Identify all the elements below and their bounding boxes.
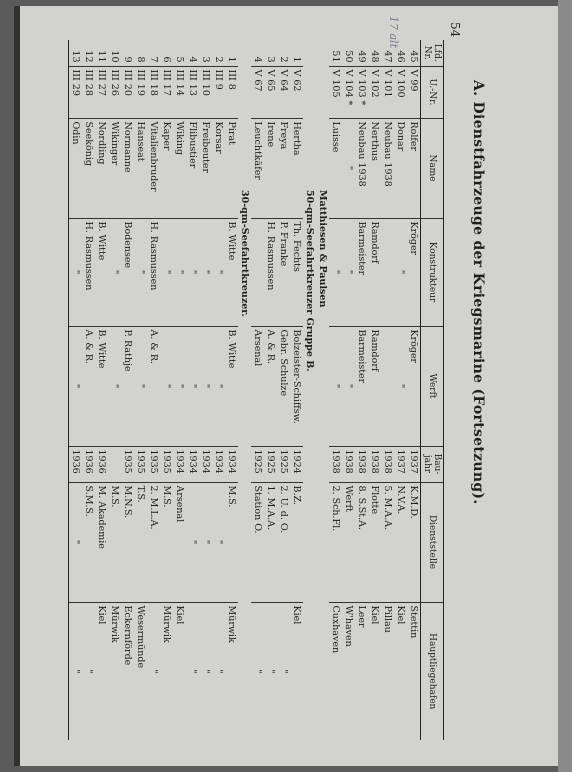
- cell-lfd-nr: 46: [395, 50, 406, 63]
- cell-name: Odin: [69, 118, 83, 218]
- table-row: [147, 40, 160, 740]
- cell-dienststelle: 5. M.A.A.: [381, 482, 394, 602]
- cell-lfd-nr: 7: [148, 56, 159, 63]
- section-heading: 30-qm-Seefahrtkreuzer.: [239, 190, 250, 317]
- cell-baujahr: 1936: [82, 446, 95, 482]
- cell-hauptliegehafen: ": [186, 602, 199, 740]
- cell-hauptliegehafen: Kiel: [368, 602, 381, 740]
- cell-konstrukteur: ": [394, 218, 407, 326]
- cell-werft: P. Rathje: [121, 326, 134, 446]
- cell-dienststelle: K.M.D.: [407, 482, 421, 602]
- cell-dienststelle: ": [69, 482, 83, 602]
- section-heading-row: [238, 40, 251, 740]
- cell-hauptliegehafen: Kiel: [173, 602, 186, 740]
- cell-dienststelle: 1. M.A.A.: [264, 482, 277, 602]
- cell-hauptliegehafen: Mürwik: [160, 602, 173, 740]
- table-row: [225, 40, 238, 740]
- cell-u-nr: V 100: [394, 66, 407, 118]
- cell-baujahr: 1938: [368, 446, 381, 482]
- section-heading: Matthiesen & Paulsen: [317, 190, 328, 308]
- table-row: [368, 40, 381, 740]
- cell-baujahr: 1935: [134, 446, 147, 482]
- cell-baujahr: 1937: [407, 446, 421, 482]
- cell-baujahr: [108, 446, 121, 482]
- cell-hauptliegehafen: Mürwik: [225, 602, 238, 740]
- cell-lfd-nr: 45: [408, 50, 419, 63]
- table-row: [134, 40, 147, 740]
- col-dienststelle: Dienststelle: [421, 482, 444, 602]
- col-name: Name: [421, 118, 444, 218]
- cell-hauptliegehafen: Kiel: [290, 602, 303, 740]
- cell-konstrukteur: ": [186, 218, 199, 326]
- cell-lfd-nr: 12: [83, 50, 94, 63]
- cell-dienststelle: 8. S.St.A.: [355, 482, 368, 602]
- cell-werft: A. & R.: [264, 326, 277, 446]
- cell-dienststelle: 2. M.L.A.: [147, 482, 160, 602]
- cell-hauptliegehafen: ": [199, 602, 212, 740]
- cell-name: ": [342, 118, 355, 218]
- cell-konstrukteur: H. Rasmussen: [82, 218, 95, 326]
- cell-lfd-nr: 49: [356, 50, 367, 63]
- cell-lfd-nr: 4: [187, 56, 198, 63]
- cell-u-nr: V 65: [264, 66, 277, 118]
- table-row: [160, 40, 173, 740]
- vessel-table: [68, 40, 444, 740]
- cell-name: Wiking: [173, 118, 186, 218]
- table-row: [212, 40, 225, 740]
- col-baujahr: Bau-jahr: [421, 446, 444, 482]
- cell-werft: ": [134, 326, 147, 446]
- cell-baujahr: 1934: [186, 446, 199, 482]
- cell-konstrukteur: P. Franke: [277, 218, 290, 326]
- cell-hauptliegehafen: Mürwik: [108, 602, 121, 740]
- cell-werft: ": [173, 326, 186, 446]
- cell-konstrukteur: B. Witte: [95, 218, 108, 326]
- cell-lfd-nr: 5: [174, 56, 185, 63]
- cell-u-nr: V 64: [277, 66, 290, 118]
- cell-baujahr: 1925: [264, 446, 277, 482]
- cell-baujahr: 1934: [173, 446, 186, 482]
- cell-name: Luisse: [329, 118, 342, 218]
- cell-u-nr: III 29: [69, 66, 83, 118]
- cell-lfd-nr: 6: [161, 56, 172, 63]
- cell-lfd-nr: 13: [69, 40, 83, 66]
- cell-name: Kaper: [160, 118, 173, 218]
- cell-baujahr: 1938: [381, 446, 394, 482]
- cell-hauptliegehafen: Pillau: [381, 602, 394, 740]
- cell-konstrukteur: Kröger: [407, 218, 421, 326]
- cell-werft: [381, 326, 394, 446]
- cell-baujahr: 1938: [355, 446, 368, 482]
- cell-lfd-nr: 3: [200, 56, 211, 63]
- cell-u-nr: III 9: [212, 66, 225, 118]
- pencil-note: 17 alt: [387, 16, 400, 48]
- cell-u-nr: III 13: [186, 66, 199, 118]
- table-row: [277, 40, 290, 740]
- col-u-nr: U.-Nr.: [421, 66, 444, 118]
- cell-werft: A. & R.: [147, 326, 160, 446]
- col-hauptliegehafen: Hauptliegehafen: [421, 602, 444, 740]
- cell-lfd-nr: 2: [278, 56, 289, 63]
- cell-werft: ": [186, 326, 199, 446]
- cell-hauptliegehafen: Kiel: [95, 602, 108, 740]
- cell-konstrukteur: [251, 218, 264, 326]
- cell-hauptliegehafen: ": [69, 602, 83, 740]
- cell-konstrukteur: Ramdorf: [368, 218, 381, 326]
- table-row: [381, 40, 394, 740]
- cell-dienststelle: M. Akademie: [95, 482, 108, 602]
- cell-konstrukteur: ": [160, 218, 173, 326]
- cell-werft: ": [342, 326, 355, 446]
- cell-name: Nerthus: [368, 118, 381, 218]
- cell-konstrukteur: H. Rasmussen: [264, 218, 277, 326]
- cell-werft: Ramdorf: [368, 326, 381, 446]
- cell-werft: Gebr. Schulze: [277, 326, 290, 446]
- table-row: [108, 40, 121, 740]
- cell-hauptliegehafen: Wesermünde: [134, 602, 147, 740]
- cell-name: Freya: [277, 118, 290, 218]
- cell-werft: Kröger: [407, 326, 421, 446]
- cell-lfd-nr: 11: [96, 50, 107, 63]
- cell-werft: ": [108, 326, 121, 446]
- cell-u-nr: III 28: [82, 66, 95, 118]
- cell-baujahr: 1934: [225, 446, 238, 482]
- table-row: [82, 40, 95, 740]
- cell-name: Korsar: [212, 118, 225, 218]
- cell-werft: ": [329, 326, 342, 446]
- table-row: [342, 40, 355, 740]
- cell-u-nr: III 17: [160, 66, 173, 118]
- cell-werft: ": [212, 326, 225, 446]
- cell-hauptliegehafen: ": [251, 602, 264, 740]
- cell-dienststelle: M.S.: [160, 482, 173, 602]
- table-row: [290, 40, 303, 740]
- cell-hauptliegehafen: Kiel: [394, 602, 407, 740]
- cell-name: Vitalienbruder: [147, 118, 160, 218]
- cell-name: Wikinger: [108, 118, 121, 218]
- cell-lfd-nr: 47: [382, 50, 393, 63]
- cell-dienststelle: 2. U. d. O.: [277, 482, 290, 602]
- cell-konstrukteur: ": [342, 218, 355, 326]
- cell-name: Neubau 1938: [355, 118, 368, 218]
- cell-dienststelle: M.N.S.: [121, 482, 134, 602]
- cell-baujahr: 1934: [199, 446, 212, 482]
- cell-konstrukteur: ": [199, 218, 212, 326]
- cell-name: Nordling: [95, 118, 108, 218]
- table-row: [264, 40, 277, 740]
- cell-konstrukteur: ": [173, 218, 186, 326]
- table-row: [173, 40, 186, 740]
- cell-hauptliegehafen: Leer: [355, 602, 368, 740]
- cell-baujahr: 1934: [212, 446, 225, 482]
- table-row: [251, 40, 264, 740]
- section-heading: 50-qm-Seefahrtkreuzer Gruppe B.: [304, 190, 315, 372]
- cell-name: Leuchtkäfer: [251, 118, 264, 218]
- cell-u-nr: V 103 *: [355, 66, 368, 118]
- cell-name: Seekönig: [82, 118, 95, 218]
- cell-name: Normanne: [121, 118, 134, 218]
- cell-hauptliegehafen: Eckernförde: [121, 602, 134, 740]
- rotated-page-content: [30, 16, 500, 740]
- cell-lfd-nr: 4: [252, 56, 263, 63]
- cell-konstrukteur: ": [134, 218, 147, 326]
- cell-u-nr: V 62: [290, 66, 303, 118]
- cell-baujahr: 1938: [342, 446, 355, 482]
- page-title: A. Dienstfahrzeuge der Kriegsmarine (Fortsetzung).: [470, 80, 486, 505]
- cell-baujahr: 1935: [147, 446, 160, 482]
- cell-dienststelle: T.S.: [134, 482, 147, 602]
- cell-baujahr: 1937: [394, 446, 407, 482]
- cell-name: Freibeuter: [199, 118, 212, 218]
- cell-konstrukteur: ": [329, 218, 342, 326]
- cell-hauptliegehafen: W'haven: [342, 602, 355, 740]
- cell-baujahr: 1936: [95, 446, 108, 482]
- cell-werft: Barmeister: [355, 326, 368, 446]
- table-row: [186, 40, 199, 740]
- table-row: [394, 40, 407, 740]
- cell-werft: A. & R.: [82, 326, 95, 446]
- cell-u-nr: V 101: [381, 66, 394, 118]
- cell-werft: B. Witte: [225, 326, 238, 446]
- cell-dienststelle: M.S.: [108, 482, 121, 602]
- cell-name: Neubau 1938: [381, 118, 394, 218]
- cell-werft: Bolzeister-Schiffsw.: [290, 326, 303, 446]
- cell-hauptliegehafen: Cuxhaven: [329, 602, 342, 740]
- cell-lfd-nr: 8: [135, 56, 146, 63]
- cell-u-nr: III 18: [147, 66, 160, 118]
- cell-lfd-nr: 1: [291, 56, 302, 63]
- cell-hauptliegehafen: ": [212, 602, 225, 740]
- col-werft: Werft: [421, 326, 444, 446]
- cell-dienststelle: Flotte: [368, 482, 381, 602]
- cell-u-nr: V 102: [368, 66, 381, 118]
- cell-hauptliegehafen: ": [277, 602, 290, 740]
- cell-dienststelle: B.Z.: [290, 482, 303, 602]
- cell-konstrukteur: Bodensee: [121, 218, 134, 326]
- cell-lfd-nr: 9: [122, 56, 133, 63]
- section-heading-row: [316, 40, 329, 740]
- cell-u-nr: III 8: [225, 66, 238, 118]
- cell-baujahr: 1936: [69, 446, 83, 482]
- cell-baujahr: 1935: [121, 446, 134, 482]
- cell-name: Flibustier: [186, 118, 199, 218]
- cell-name: Irene: [264, 118, 277, 218]
- cell-lfd-nr: 10: [109, 50, 120, 63]
- cell-u-nr: III 20: [121, 66, 134, 118]
- cell-baujahr: 1924: [290, 446, 303, 482]
- cell-u-nr: V 99: [407, 66, 421, 118]
- cell-konstrukteur: B. Witte: [225, 218, 238, 326]
- cell-lfd-nr: 1: [226, 56, 237, 63]
- table-row: [355, 40, 368, 740]
- cell-u-nr: V 105: [329, 66, 342, 118]
- cell-dienststelle: Arsenal: [173, 482, 186, 602]
- cell-konstrukteur: Th. Fechts: [290, 218, 303, 326]
- table-row: [121, 40, 134, 740]
- cell-lfd-nr: 2: [213, 56, 224, 63]
- cell-werft: ": [69, 326, 83, 446]
- cell-hauptliegehafen: Stettin: [407, 602, 421, 740]
- cell-baujahr: 1925: [277, 446, 290, 482]
- table-body: [69, 40, 421, 740]
- cell-konstrukteur: [381, 218, 394, 326]
- cell-hauptliegehafen: ": [264, 602, 277, 740]
- table-row: [329, 40, 342, 740]
- cell-konstrukteur: ": [108, 218, 121, 326]
- cell-dienststelle: S.M.S.: [82, 482, 95, 602]
- cell-dienststelle: ": [212, 482, 225, 602]
- cell-lfd-nr: 48: [369, 50, 380, 63]
- cell-u-nr: III 10: [199, 66, 212, 118]
- cell-lfd-nr: 3: [265, 56, 276, 63]
- cell-u-nr: V 104 *: [342, 66, 355, 118]
- cell-u-nr: III 19: [134, 66, 147, 118]
- cell-werft: ": [160, 326, 173, 446]
- table-row: [69, 40, 83, 740]
- page-number: 54: [448, 22, 462, 38]
- table-row: [199, 40, 212, 740]
- cell-dienststelle: 2. Sch.Fl.: [329, 482, 342, 602]
- cell-u-nr: V 67: [251, 66, 264, 118]
- cell-name: Hanseat: [134, 118, 147, 218]
- cell-dienststelle: Station O.: [251, 482, 264, 602]
- cell-werft: ": [394, 326, 407, 446]
- cell-dienststelle: Werft: [342, 482, 355, 602]
- cell-u-nr: III 26: [108, 66, 121, 118]
- cell-hauptliegehafen: ": [82, 602, 95, 740]
- cell-baujahr: 1938: [329, 446, 342, 482]
- cell-konstrukteur: H. Rasmussen: [147, 218, 160, 326]
- cell-name: Donar: [394, 118, 407, 218]
- cell-baujahr: 1935: [160, 446, 173, 482]
- page-edge: [558, 0, 572, 772]
- cell-dienststelle: N.V.A.: [394, 482, 407, 602]
- cell-name: Rolfer: [407, 118, 421, 218]
- cell-u-nr: III 14: [173, 66, 186, 118]
- cell-konstrukteur: Barmeister: [355, 218, 368, 326]
- cell-lfd-nr: 50: [343, 50, 354, 63]
- cell-konstrukteur: ": [69, 218, 83, 326]
- table-row: [407, 40, 421, 740]
- table-header: [421, 40, 444, 740]
- cell-werft: B. Witte: [95, 326, 108, 446]
- section-heading-row: [303, 40, 316, 740]
- cell-baujahr: 1925: [251, 446, 264, 482]
- cell-konstrukteur: ": [212, 218, 225, 326]
- cell-dienststelle: M.S.: [225, 482, 238, 602]
- table-row: [95, 40, 108, 740]
- cell-werft: Arsenal: [251, 326, 264, 446]
- cell-dienststelle: ": [199, 482, 212, 602]
- cell-lfd-nr: 51: [330, 50, 341, 63]
- cell-dienststelle: ": [186, 482, 199, 602]
- cell-werft: ": [199, 326, 212, 446]
- cell-u-nr: III 27: [95, 66, 108, 118]
- col-lfd-nr: Lfd. Nr.: [421, 40, 444, 66]
- cell-name: Hertha: [290, 118, 303, 218]
- cell-hauptliegehafen: ": [147, 602, 160, 740]
- cell-name: Pirat: [225, 118, 238, 218]
- col-konstrukteur: Konstrukteur: [421, 218, 444, 326]
